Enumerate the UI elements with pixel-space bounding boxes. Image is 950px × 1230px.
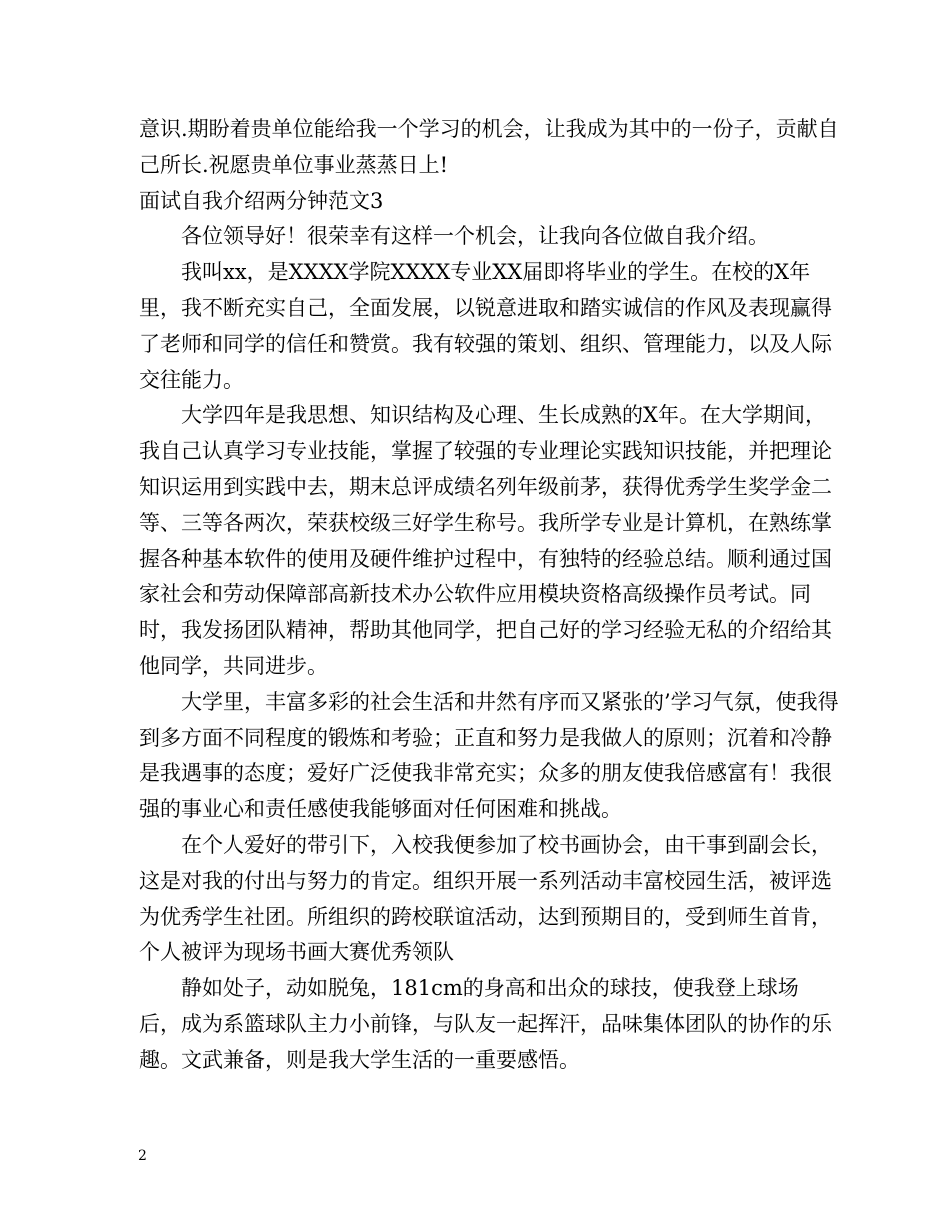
continuation-paragraph: 意识.期盼着贵单位能给我一个学习的机会，让我成为其中的一份子，贡献自己所长.祝愿贵单位事业蒸蒸日上! xyxy=(139,117,839,177)
body-paragraph: 我叫xx，是XXXX学院XXXX专业XX届即将毕业的学生。在校的X年里，我不断充实自己，全面发展，以锐意进取和踏实诚信的作风及表现赢得了老师和同学的信任和赞赏。我有较强的策划、组织、管理能力，以及人际交往能力。 xyxy=(139,260,832,392)
body-paragraph: 各位领导好！很荣幸有这样一个机会，让我向各位做自我介绍。 xyxy=(181,224,769,249)
document-body xyxy=(139,112,839,1079)
body-paragraph: 大学四年是我思想、知识结构及心理、生长成熟的X年。在大学期间，我自己认真学习专业技能，掌握了较强的专业理论实践知识技能，并把理论知识运用到实践中去，期末总评成绩名列年级前茅，获得优秀学生奖学金二等、三等各两次，荣获校级三好学生称号。我所学专业是计算机，在熟练掌握各种基本软件的使用及硬件维护过程中，有独特的经验总结。顺利通过国家社会和劳动保障部高新技术办公软件应用模块资格高级操作员考试。同时，我发扬团队精神，帮助其他同学，把自己好的学习经验无私的介绍给其他同学，共同进步。 xyxy=(139,403,832,678)
page-number: 2 xyxy=(138,1148,147,1164)
section-heading: 面试自我介绍两分钟范文3 xyxy=(139,188,384,213)
body-paragraph: 大学里，丰富多彩的社会生活和井然有序而又紧张的’学习气氛，使我得到多方面不同程度的锻炼和考验；正直和努力是我做人的原则；沉着和冷静是我遇事的态度；爱好广泛使我非常充实；众多的朋友使我倍感富有！我很强的事业心和责任感使我能够面对任何困难和挑战。 xyxy=(139,689,839,822)
body-paragraph: 在个人爱好的带引下，入校我便参加了校书画协会，由干事到副会长，这是对我的付出与努力的肯定。组织开展一系列活动丰富校园生活，被评选为优秀学生社团。所组织的跨校联谊活动，达到预期目的，受到师生首肯，个人被评为现场书画大赛优秀领队 xyxy=(139,832,832,965)
body-paragraph: 静如处子，动如脱兔，181cm的身高和出众的球技，使我登上球场后，成为系篮球队主力小前锋，与队友一起挥汗，品味集体团队的协作的乐趣。文武兼备，则是我大学生活的一重要感悟。 xyxy=(139,976,832,1072)
